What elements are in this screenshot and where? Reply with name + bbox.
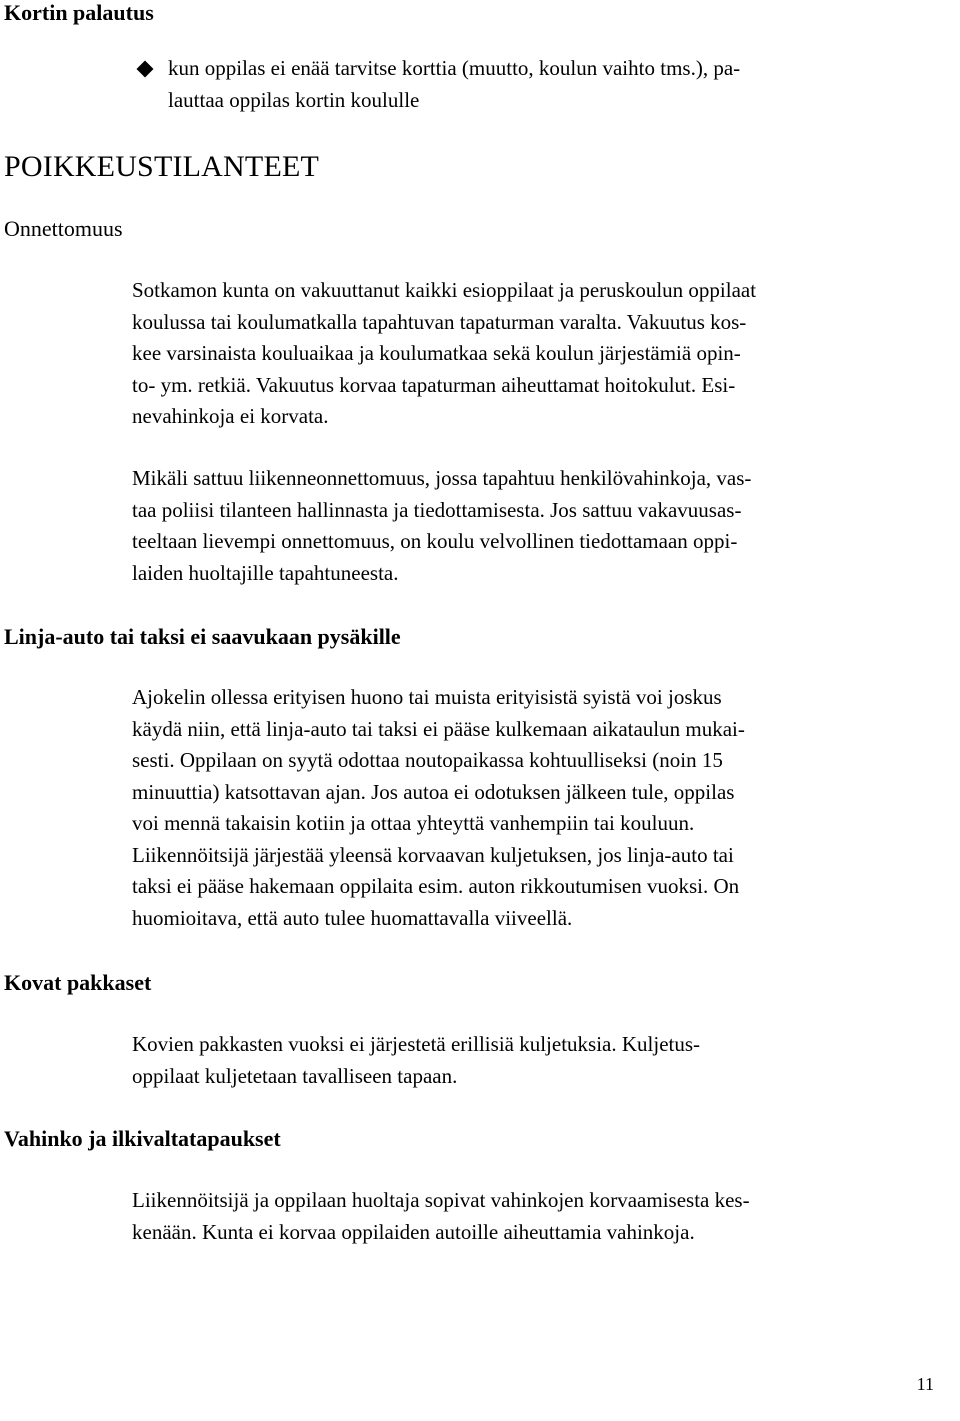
text-line: Liikennöitsijä ja oppilaan huoltaja sopivat vahinkojen korvaamisesta kes-	[132, 1188, 750, 1212]
heading-vahinko: Vahinko ja ilkivaltatapaukset	[4, 1126, 281, 1151]
text-line: kun oppilas ei enää tarvitse korttia (muutto, koulun vaihto tms.), pa-	[168, 56, 741, 80]
text-line: Liikennöitsijä järjestää yleensä korvaavan kuljetuksen, jos linja-auto tai	[132, 842, 734, 867]
text-line: oppilaat kuljetetaan tavalliseen tapaan.	[132, 1063, 458, 1088]
text-line: taksi ei pääse hakemaan oppilaita esim. auton rikkoutumisen vuoksi. On	[132, 874, 740, 898]
text-line: voi mennä takaisin kotiin ja ottaa yhteyttä vanhempiin tai kouluun.	[132, 811, 695, 835]
heading-onnettomuus: Onnettomuus	[4, 216, 123, 241]
text-line: nevahinkoja ei korvata.	[132, 404, 329, 428]
text-line: Mikäli sattuu liikenneonnettomuus, jossa tapahtuu henkilövahinkoja, vas-	[132, 466, 752, 490]
paragraph-onnettomuus-2	[132, 463, 932, 589]
page-number: 11	[916, 1374, 934, 1394]
paragraph-vahinko	[132, 1185, 932, 1248]
paragraph-linja-auto	[132, 682, 932, 934]
heading-linja-auto: Linja-auto tai taksi ei saavukaan pysäkille	[4, 624, 401, 649]
text-line: Sotkamon kunta on vakuuttanut kaikki esioppilaat ja peruskoulun oppilaat	[132, 278, 757, 302]
text-line: minuuttia) katsottavan ajan. Jos autoa ei odotuksen jälkeen tule, oppilas	[132, 779, 735, 804]
heading-kortin-palautus: Kortin palautus	[4, 0, 154, 25]
text-line: laiden huoltajille tapahtuneesta.	[132, 560, 399, 585]
text-line: kee varsinaista kouluaikaa ja koulumatkaa sekä koulun järjestämiä opin-	[132, 341, 741, 365]
text-line: lauttaa oppilas kortin koululle	[168, 87, 420, 112]
text-line: teeltaan lievempi onnettomuus, on koulu velvollinen tiedottamaan oppi-	[132, 529, 738, 553]
diamond-bullet-icon	[137, 61, 154, 78]
text-line: taa poliisi tilanteen hallinnasta ja tiedottamisesta. Jos sattuu vakavuusas-	[132, 497, 742, 522]
text-line: käydä niin, että linja-auto tai taksi ei pääse kulkemaan aikataulun mukai-	[132, 716, 745, 741]
text-line: Ajokelin ollessa erityisen huono tai muista erityisistä syistä voi joskus	[132, 685, 722, 709]
heading-poikkeustilanteet: POIKKEUSTILANTEET	[4, 150, 320, 183]
text-line: huomioitava, että auto tulee huomattavalla viiveellä.	[132, 905, 573, 930]
bullet-text-kortin-palautus	[168, 53, 948, 116]
text-line: to- ym. retkiä. Vakuutus korvaa tapaturman aiheuttamat hoitokulut. Esi-	[132, 372, 736, 397]
heading-kovat-pakkaset: Kovat pakkaset	[4, 970, 152, 995]
text-line: sesti. Oppilaan on syytä odottaa noutopaikassa kohtuulliseksi (noin 15	[132, 748, 723, 772]
paragraph-kovat-pakkaset	[132, 1029, 932, 1092]
text-line: koulussa tai koulumatkalla tapahtuvan tapaturman varalta. Vakuutus kos-	[132, 309, 747, 334]
text-line: kenään. Kunta ei korvaa oppilaiden autoille aiheuttamia vahinkoja.	[132, 1219, 695, 1244]
paragraph-onnettomuus-1	[132, 275, 932, 433]
text-line: Kovien pakkasten vuoksi ei järjestetä erillisiä kuljetuksia. Kuljetus-	[132, 1032, 701, 1056]
